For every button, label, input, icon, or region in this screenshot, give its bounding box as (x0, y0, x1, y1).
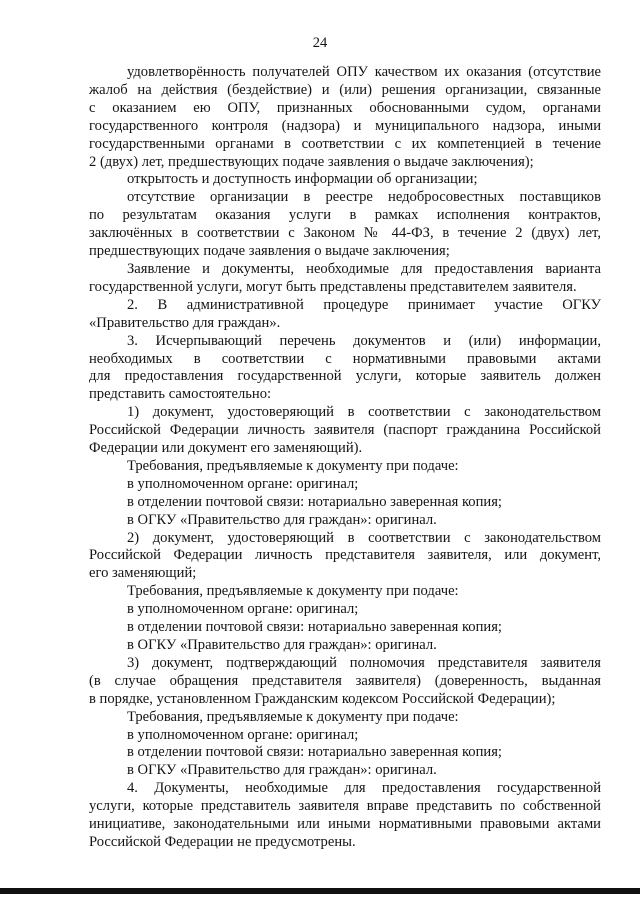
text-line: его заменяющий; (89, 565, 197, 582)
text-line: в уполномоченном органе: оригинал; (127, 475, 359, 492)
text-line: заключённых в соответствии с Законом № 44-ФЗ, в течение 2 (двух) лет, (89, 225, 601, 242)
paragraph (89, 261, 601, 297)
text-line: по результатам оказания услуги в рамках исполнения контрактов, (89, 207, 601, 224)
paragraph (89, 189, 601, 261)
text-line: государственными органами в соответствии с их компетенцией в течение (89, 135, 601, 152)
text-line: Российской Федерации личность представителя заявителя, или документ, (89, 547, 601, 564)
text-line: представить самостоятельно: (89, 386, 272, 403)
text-line: 2. В административной процедуре принимает участие ОГКУ (127, 296, 601, 313)
text-line: удовлетворённость получателей ОПУ качеством их оказания (отсутствие (127, 64, 601, 80)
text-line: Федерации или документ его заменяющий). (89, 440, 363, 457)
text-line: в ОГКУ «Правительство для граждан»: оригинал. (127, 637, 437, 653)
text-line: 3. Исчерпывающий перечень документов и (или) информации, (127, 332, 601, 349)
text-line: жалоб на действия (бездействие) и (или) решения организации, связанные (89, 81, 601, 98)
text-line: 2 (двух) лет, предшествующих подаче заявления о выдаче заключения); (89, 153, 534, 170)
text-line: необходимых в соответствии с нормативными правовыми актами (89, 350, 601, 367)
paragraph (89, 494, 601, 512)
paragraph (89, 619, 601, 637)
paragraph (89, 64, 601, 171)
paragraph (89, 655, 601, 709)
text-line: в отделении почтовой связи: нотариально заверенная копия; (127, 493, 502, 510)
text-line: в уполномоченном органе: оригинал; (127, 601, 359, 618)
paragraph (89, 744, 601, 762)
paragraph (89, 171, 601, 189)
text-line: инициативе, законодательными или иными нормативными правовыми актами (89, 816, 601, 833)
text-line: для предоставления государственной услуги, которые заявитель должен (89, 368, 601, 385)
text-line: в ОГКУ «Правительство для граждан»: оригинал. (127, 762, 437, 779)
text-line: 2) документ, удостоверяющий в соответствии с законодательством (127, 529, 601, 546)
paragraph (89, 333, 601, 405)
text-line: в отделении почтовой связи: нотариально заверенная копия; (127, 744, 502, 761)
text-line: (в случае обращения представителя заявителя) (доверенность, выданная (89, 672, 601, 689)
paragraph (89, 512, 601, 530)
text-line: Требования, предъявляемые к документу при подаче: (127, 708, 459, 725)
text-line: Российской Федерации не предусмотрены. (89, 833, 356, 850)
text-line: 3) документ, подтверждающий полномочия представителя заявителя (127, 654, 601, 671)
paragraph (89, 601, 601, 619)
text-line: Заявление и документы, необходимые для предоставления варианта (127, 260, 601, 277)
text-line: открытость и доступность информации об организации; (127, 171, 478, 188)
text-line: «Правительство для граждан». (89, 314, 281, 331)
document-body (89, 64, 601, 852)
paragraph (89, 583, 601, 601)
paragraph (89, 780, 601, 852)
text-line: 1) документ, удостоверяющий в соответствии с законодательством (127, 404, 601, 421)
text-line: услуги, которые представитель заявителя вправе представить по собственной (89, 798, 601, 815)
text-line: в порядке, установленном Гражданским кодексом Российской Федерации); (89, 690, 556, 707)
paragraph (89, 404, 601, 458)
text-line: предшествующих подаче заявления о выдаче заключения; (89, 243, 450, 260)
paragraph (89, 709, 601, 727)
text-line: в уполномоченном органе: оригинал; (127, 726, 359, 743)
scan-edge (0, 888, 640, 894)
text-line: Требования, предъявляемые к документу при подаче: (127, 457, 459, 474)
text-line: Требования, предъявляемые к документу при подаче: (127, 583, 459, 600)
text-line: государственной услуги, могут быть представлены представителем заявителя. (89, 278, 577, 295)
text-line: государственного контроля (надзора) и муниципального надзора, иными (89, 117, 601, 134)
paragraph (89, 762, 601, 780)
paragraph (89, 297, 601, 333)
text-line: Российской Федерации личность заявителя (паспорт гражданина Российской (89, 422, 601, 439)
page-number: 24 (312, 35, 328, 51)
text-line: 4. Документы, необходимые для предоставления государственной (127, 780, 601, 797)
paragraph (89, 458, 601, 476)
text-line: в ОГКУ «Правительство для граждан»: оригинал. (127, 511, 437, 528)
text-line: в отделении почтовой связи: нотариально заверенная копия; (127, 619, 502, 636)
paragraph (89, 530, 601, 584)
text-line: с оказанием ею ОПУ, признанных обоснованными судом, органами (89, 99, 601, 116)
paragraph (89, 637, 601, 655)
paragraph (89, 476, 601, 494)
text-line: отсутствие организации в реестре недобросовестных поставщиков (127, 189, 601, 206)
paragraph (89, 727, 601, 745)
